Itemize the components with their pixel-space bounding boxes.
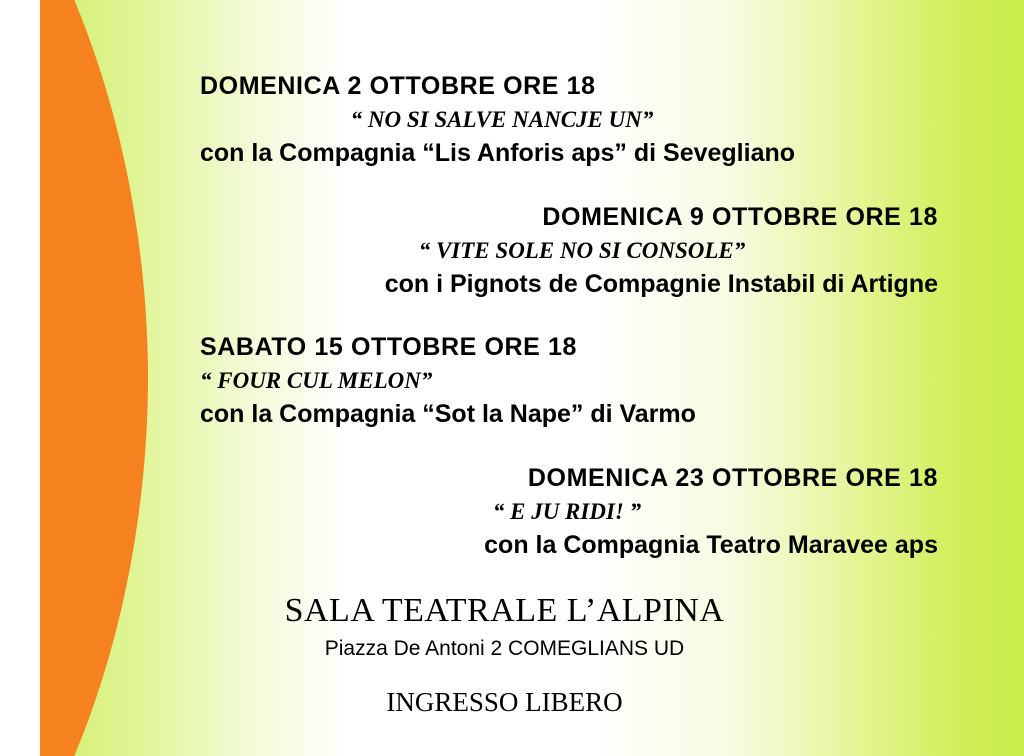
event-date-4: DOMENICA 23 OTTOBRE ORE 18 (527, 464, 938, 492)
event-company-2: con i Pignots de Compagnie Instabil di Artigne (384, 270, 938, 298)
event-block-3 (0, 333, 1024, 429)
event-block-2 (0, 203, 1024, 299)
event-play-1: “ NO SI SALVE NANCJE UN” (350, 107, 654, 132)
venue-address: Piazza De Antoni 2 COMEGLIANS UD (324, 637, 685, 660)
venue-name: SALA TEATRALE L’ALPINA (284, 592, 725, 629)
event-play-4: “ E JU RIDI! ” (492, 499, 642, 524)
event-play-2: “ VITE SOLE NO SI CONSOLE” (418, 238, 746, 263)
venue-block (0, 592, 1024, 718)
event-block-1 (0, 72, 1024, 168)
event-date-2: DOMENICA 9 OTTOBRE ORE 18 (542, 203, 938, 231)
event-date-1: DOMENICA 2 OTTOBRE ORE 18 (200, 72, 596, 100)
event-company-4: con la Compagnia Teatro Maravee aps (484, 531, 938, 559)
event-play-3: “ FOUR CUL MELON” (200, 368, 433, 393)
event-date-3: SABATO 15 OTTOBRE ORE 18 (200, 333, 577, 361)
event-block-4 (0, 464, 1024, 560)
event-company-3: con la Compagnia “Sot la Nape” di Varmo (200, 400, 696, 428)
free-entry-note: INGRESSO LIBERO (386, 687, 623, 717)
event-company-1: con la Compagnia “Lis Anforis aps” di Sevegliano (200, 139, 796, 167)
